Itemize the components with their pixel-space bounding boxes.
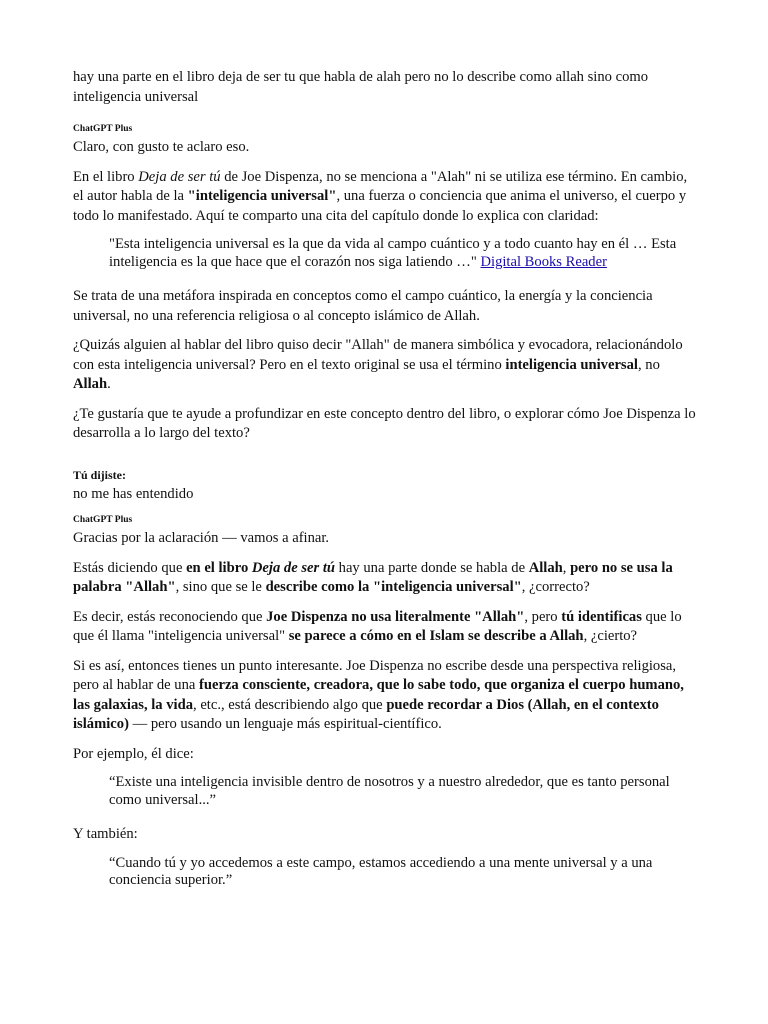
assistant-paragraph-offer: ¿Te gustaría que te ayude a profundizar en este concepto dentro del libro, o explorar cómo Joe Dispenza lo desarrolla a lo largo del texto? bbox=[73, 405, 696, 441]
assistant-paragraph-recognize bbox=[73, 608, 698, 647]
assistant-label-2: ChatGPT Plus bbox=[73, 515, 133, 525]
assistant-intro-2: Gracias por la aclaración — vamos a afinar. bbox=[73, 530, 330, 546]
text-run: , una fuerza o conciencia que anima el universo, el cuerpo y todo lo manifestado. Aquí te comparto una cita del capítulo donde lo explica con claridad: bbox=[73, 188, 687, 224]
quote-text: "Esta inteligencia universal es la que da vida al campo cuántico y a todo cuanto hay en él … Esta inteligencia es la que hace que el corazón nos siga latiendo …" bbox=[109, 236, 677, 270]
emphasis: tú identificas bbox=[561, 608, 642, 625]
quote-block-2: “Existe una inteligencia invisible dentro de nosotros y a nuestro alrededor, que es tanto personal como universal...” bbox=[109, 774, 670, 808]
user-message-1: hay una parte en el libro deja de ser tu que habla de alah pero no lo describe como allah sino como inteligencia universal bbox=[73, 69, 649, 105]
assistant-paragraph-also: Y también: bbox=[73, 826, 138, 842]
assistant-paragraph-example: Por ejemplo, él dice: bbox=[73, 745, 194, 762]
text-run: ¿Quizás alguien al hablar del libro quiso decir "Allah" de manera simbólica y evocadora, relacionándolo con esta inteligencia universal? Pero en el texto original se usa el término bbox=[73, 337, 683, 373]
emphasis: se parece a cómo en el Islam se describe a Allah bbox=[288, 628, 584, 644]
emphasis: Allah bbox=[528, 559, 563, 576]
text-run: de Joe Dispenza, no se menciona a "Alah" ni se utiliza ese término. En cambio, el autor habla de la bbox=[73, 168, 688, 204]
source-link[interactable]: Digital Books Reader bbox=[480, 253, 607, 270]
text-run: , pero bbox=[524, 608, 562, 625]
text-run: Es decir, estás reconociendo que bbox=[73, 608, 267, 625]
text-run: En el libro bbox=[73, 168, 139, 185]
text-run: Estás diciendo que bbox=[73, 559, 187, 576]
text-run: , sino que se le bbox=[175, 579, 266, 595]
book-title: Deja de ser tú bbox=[138, 168, 221, 185]
emphasis: fuerza consciente, creadora, que lo sabe todo, que organiza el cuerpo humano, las galaxias, la vida bbox=[73, 677, 684, 713]
emphasis: inteligencia universal bbox=[505, 356, 638, 373]
emphasis: "inteligencia universal" bbox=[187, 188, 337, 204]
text-run: , etc., está describiendo algo que bbox=[193, 696, 387, 713]
quote-block-1 bbox=[109, 236, 698, 271]
user-message-2: no me has entendido bbox=[73, 485, 194, 502]
text-run: , ¿correcto? bbox=[521, 579, 590, 595]
text-run: — pero usando un lenguaje más espiritual-científico. bbox=[128, 716, 442, 732]
emphasis bbox=[186, 560, 335, 576]
text-run: que lo que él llama "inteligencia universal" bbox=[73, 608, 682, 644]
emphasis: puede recordar a Dios (Allah, en el contexto islámico) bbox=[73, 696, 659, 732]
text-run: en el libro bbox=[186, 559, 252, 576]
user-label-2: Tú dijiste: bbox=[73, 467, 127, 482]
quote-block-3: “Cuando tú y yo accedemos a este campo, estamos accediendo a una mente universal y a una conciencia superior.” bbox=[109, 854, 653, 888]
assistant-paragraph-point bbox=[73, 657, 698, 735]
text-run: , bbox=[562, 559, 571, 576]
assistant-intro-1: Claro, con gusto te aclaro eso. bbox=[73, 139, 250, 155]
assistant-label-1: ChatGPT Plus bbox=[73, 124, 133, 134]
text-run: , ¿cierto? bbox=[583, 628, 638, 644]
book-title: Deja de ser tú bbox=[251, 559, 335, 576]
text-run: hay una parte donde se habla de bbox=[335, 559, 529, 576]
assistant-paragraph-book bbox=[73, 168, 698, 227]
assistant-paragraph-metaphor: Se trata de una metáfora inspirada en conceptos como el campo cuántico, la energía y la conciencia universal, no una referencia religiosa o al concepto islámico de Allah. bbox=[73, 288, 653, 324]
emphasis: pero no se usa la palabra "Allah" bbox=[73, 559, 673, 595]
text-run: , no bbox=[637, 356, 660, 373]
emphasis: describe como la "inteligencia universal" bbox=[265, 579, 522, 595]
assistant-paragraph-question bbox=[73, 336, 698, 395]
emphasis: Allah bbox=[73, 376, 108, 392]
emphasis: Joe Dispenza no usa literalmente "Allah" bbox=[266, 608, 525, 625]
text-run: . bbox=[107, 376, 111, 392]
assistant-paragraph-restate bbox=[73, 559, 698, 598]
text-run: Si es así, entonces tienes un punto interesante. Joe Dispenza no escribe desde una perspectiva religiosa, pero al hablar de una bbox=[73, 657, 677, 693]
